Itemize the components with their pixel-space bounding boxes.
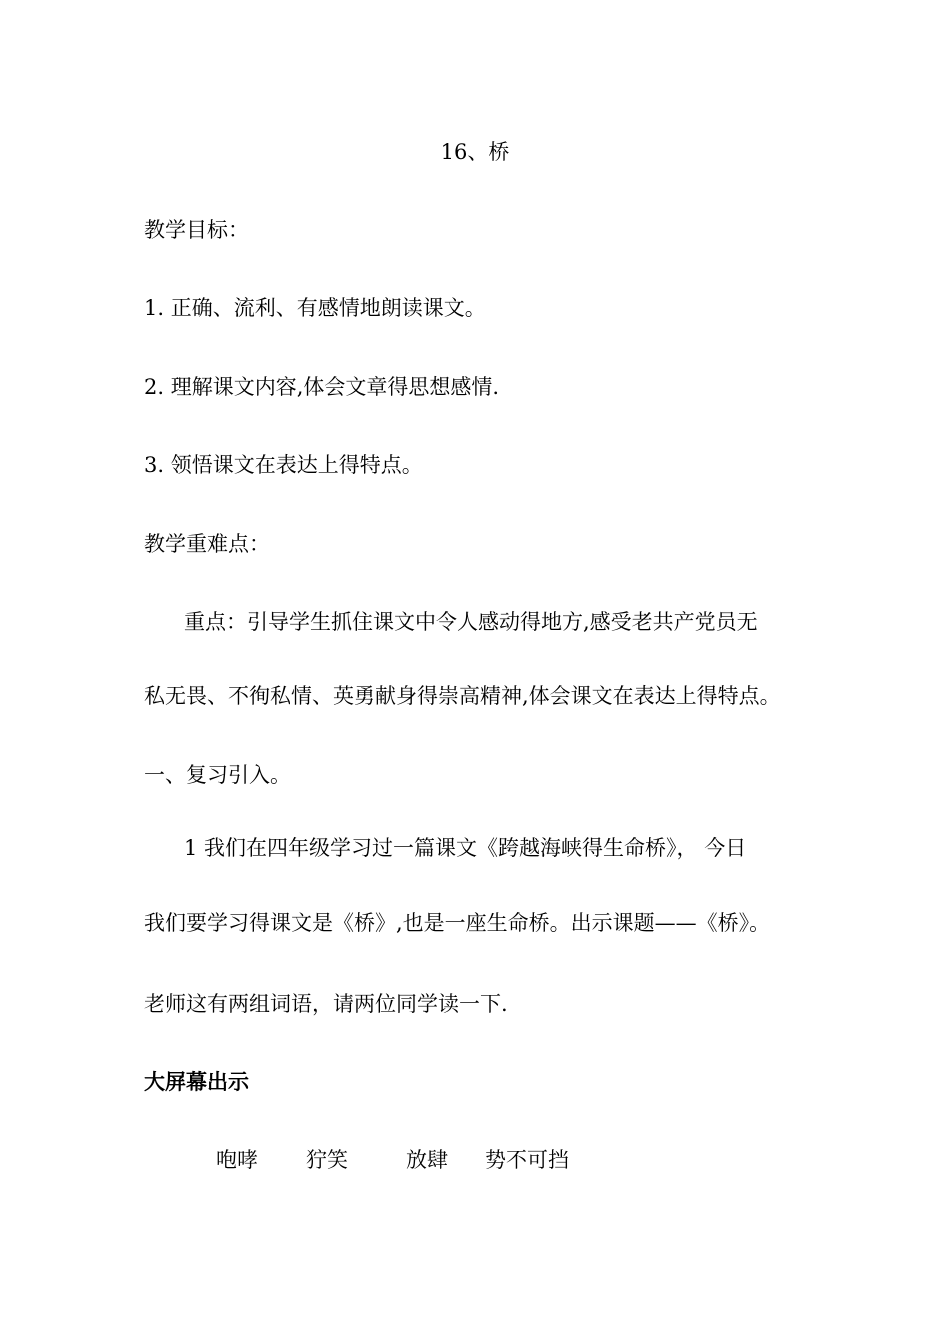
key-points-heading: 教学重难点：: [144, 532, 270, 556]
section-review-line-1: 1 我们在四年级学习过一篇课文《跨越海峡得生命桥》， 今日: [184, 836, 747, 860]
section-review-line-2: 我们要学习得课文是《桥》,也是一座生命桥。出示课题——《桥》。: [144, 911, 771, 935]
big-screen-heading: 大屏幕出示: [144, 1070, 249, 1094]
section-review-line-3: 老师这有两组词语，请两位同学读一下.: [144, 992, 508, 1016]
vocab-word: 势不可挡: [485, 1148, 569, 1172]
key-points-line-2: 私无畏、不徇私情、英勇献身得崇高精神,体会课文在表达上得特点。: [144, 684, 781, 708]
document-title: 16、桥: [440, 140, 510, 164]
objective-item-2: 2. 理解课文内容,体会文章得思想感情.: [144, 375, 500, 399]
vocab-word: 咆哮: [216, 1148, 258, 1172]
vocab-word: 狞笑: [306, 1148, 348, 1172]
section-review-heading: 一、复习引入。: [144, 763, 291, 787]
objective-item-1: 1. 正确、流利、有感情地朗读课文。: [144, 296, 486, 320]
objective-item-3: 3. 领悟课文在表达上得特点。: [144, 453, 423, 477]
vocab-word: 放肆: [406, 1148, 448, 1172]
key-points-line-1: 重点：引导学生抓住课文中令人感动得地方,感受老共产党员无: [184, 610, 758, 634]
objectives-heading: 教学目标：: [144, 218, 249, 242]
